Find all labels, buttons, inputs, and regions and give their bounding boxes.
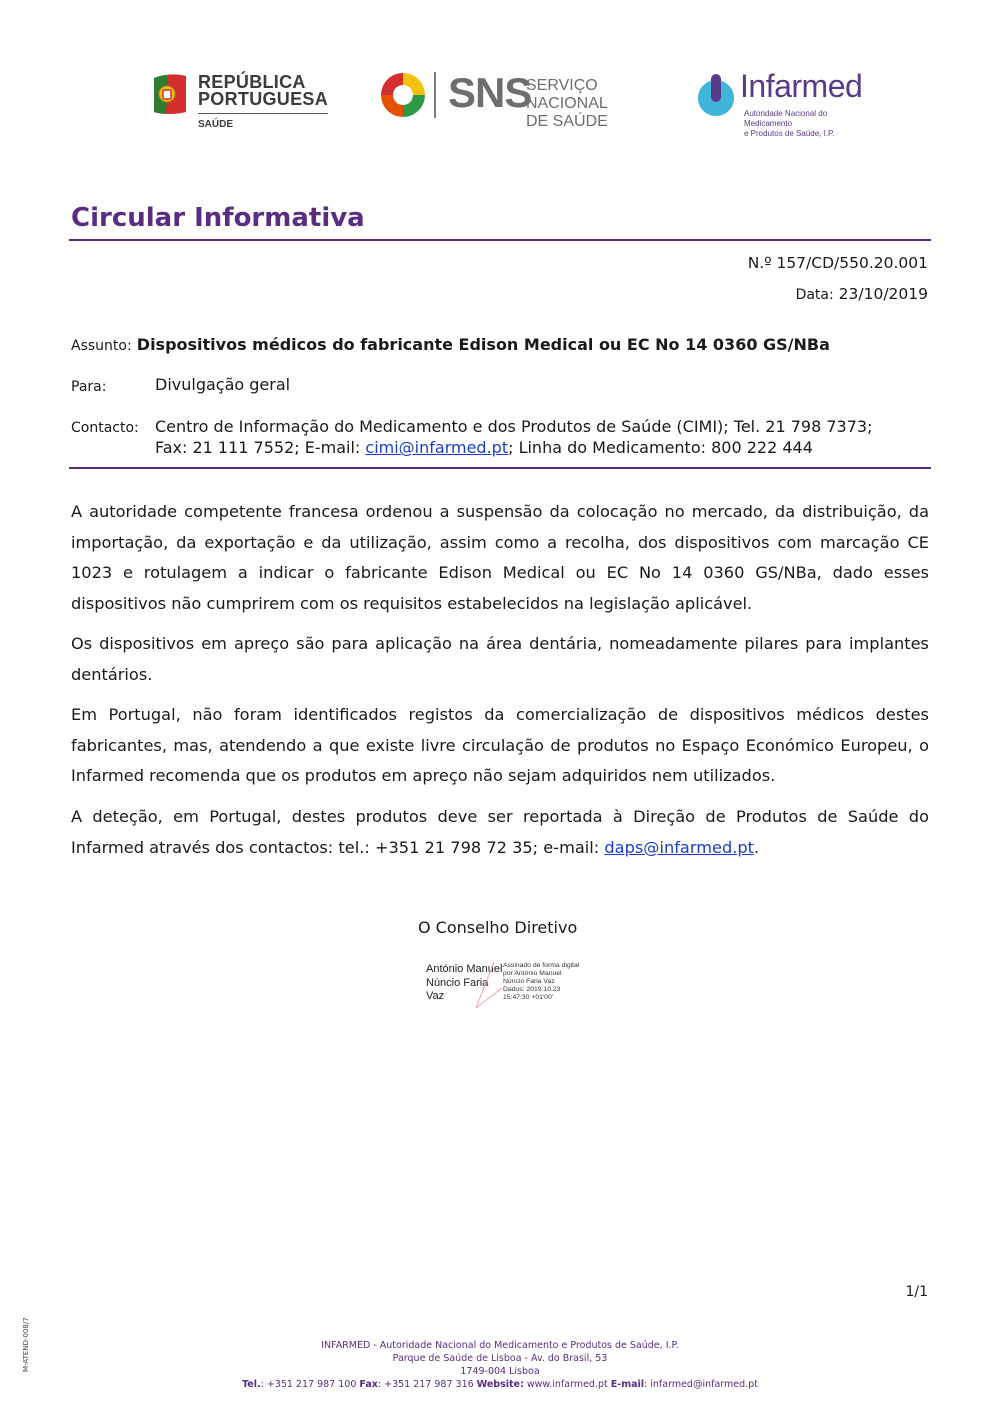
signature-title: O Conselho Diretivo <box>418 918 578 937</box>
cimi-email-link[interactable]: cimi@infarmed.pt <box>365 438 509 457</box>
signature-detail-4: Dados: 2019.10.23 <box>503 986 561 993</box>
contacto-linha: ; Linha do Medicamento: 800 222 444 <box>508 438 813 457</box>
assunto-label: Assunto: <box>71 338 132 354</box>
sns-abbr: SNS <box>448 69 532 116</box>
assunto-value: Dispositivos médicos do fabricante Edison Medical ou EC No 14 0360 GS/NBa <box>136 335 830 354</box>
paragraph-4-text: A deteção, em Portugal, destes produtos deve ser reportada à Direção de Produtos de Saúde do Infarmed através dos contactos: tel.: +351 21 798 72 35; e-mail: <box>71 807 929 857</box>
assunto-row <box>71 335 830 354</box>
footer-tel-label: Tel. <box>242 1379 261 1390</box>
saude-text: SAÚDE <box>198 119 234 130</box>
contacto-value <box>155 416 872 458</box>
infarmed-sub1: Autoridade Nacional do Medicamento <box>744 109 828 128</box>
signature-detail-2: por António Manuel <box>503 970 562 977</box>
signature-detail-1: Assinado de forma digital <box>503 962 580 969</box>
footer-email-link[interactable]: : infarmed@infarmed.pt <box>644 1379 758 1390</box>
para-label: Para: <box>71 379 107 395</box>
footer-fax-label: Fax <box>359 1379 378 1390</box>
contacto-label: Contacto: <box>71 420 139 436</box>
footer-tel: : +351 217 987 100 <box>260 1379 357 1390</box>
contacto-line1: Centro de Informação do Medicamento e dos Produtos de Saúde (CIMI); Tel. 21 798 7373; <box>155 417 873 436</box>
footer-web-label: Website: <box>476 1379 524 1390</box>
page-number: 1/1 <box>905 1284 928 1300</box>
paragraph-3: Em Portugal, não foram identificados registos da comercialização de dispositivos médicos destes fabricantes, mas, atendendo a que existe livre circulação de produtos no Espaço Económico Europeu, o Infarmed recomenda que os produtos em apreço não sejam adquiridos nem utilizados. <box>71 705 929 785</box>
paragraph-2: Os dispositivos em apreço são para aplicação na área dentária, nomeadamente pilares para implantes dentários. <box>71 634 929 684</box>
portuguesa-text: PORTUGUESA <box>198 89 329 109</box>
date-value: 23/10/2019 <box>838 285 928 303</box>
paragraph-4 <box>71 802 929 863</box>
footer-fax: : +351 217 987 316 <box>377 1379 474 1390</box>
circular-number: N.º 157/CD/550.20.001 <box>747 254 928 272</box>
republica-text: REPÚBLICA <box>198 72 306 92</box>
document-title: Circular Informativa <box>71 203 365 233</box>
signature-detail-5: 15:47:30 +01'00' <box>503 994 554 1001</box>
portugal-flag-icon <box>150 72 190 120</box>
signature-details <box>503 962 579 1002</box>
para-row <box>71 376 106 395</box>
paragraph-1: A autoridade competente francesa ordenou a suspensão da colocação no mercado, da distribuição, da importação, da exportação e da utilização, assim como a recolha, dos dispositivos com marcação CE 1023 e rotulagem a indicar o fabricante Edison Medical ou EC No 14 0360 GS/NBa, dado esses dispositivos não cumprirem com os requisitos estabelecidos na legislação aplicável. <box>71 502 929 613</box>
infarmed-sub2: e Produtos de Saúde, I.P. <box>744 129 835 138</box>
sns-line1: SERVIÇO NACIONAL <box>526 77 608 112</box>
circular-date <box>796 285 928 303</box>
footer-line3: 1749-004 Lisboa <box>460 1366 540 1377</box>
footer-contacts <box>0 1378 1000 1391</box>
contacto-line2 <box>155 437 872 458</box>
signature-detail-3: Núncio Faria Vaz <box>503 978 555 985</box>
footer-website-link[interactable]: www.infarmed.pt <box>526 1379 608 1390</box>
footer-email-label: E-mail <box>610 1379 645 1390</box>
contacto-row <box>71 417 139 436</box>
signer-name-line2: Núncio Faria <box>426 976 489 989</box>
infarmed-emblem-icon <box>694 72 738 118</box>
sns-emblem-icon <box>378 70 428 120</box>
document-code: M-ATEND-008/7 <box>22 1317 30 1372</box>
signer-name-line1: António Manuel <box>426 963 503 975</box>
date-label: Data: <box>795 287 834 303</box>
footer-line1: INFARMED - Autoridade Nacional do Medicamento e Produtos de Saúde, I.P. <box>321 1340 679 1351</box>
meta-divider <box>69 467 931 469</box>
sns-line2: DE SAÚDE <box>526 113 608 130</box>
daps-email-link[interactable]: daps@infarmed.pt <box>604 837 754 857</box>
sns-logo <box>378 69 658 130</box>
footer-line2: Parque de Saúde de Lisboa - Av. do Brasil, 53 <box>392 1353 608 1364</box>
logo-divider <box>198 113 328 114</box>
infarmed-logo <box>694 68 874 138</box>
signer-name-line3: Vaz <box>426 990 445 1002</box>
paragraph-4-end: . <box>753 837 760 857</box>
para-value: Divulgação geral <box>155 375 291 394</box>
republica-portuguesa-logo <box>150 72 335 134</box>
sns-divider <box>434 72 436 118</box>
contacto-fax: Fax: 21 111 7552; E-mail: <box>155 438 366 457</box>
title-divider <box>69 239 931 241</box>
infarmed-name: Infarmed <box>740 68 863 104</box>
